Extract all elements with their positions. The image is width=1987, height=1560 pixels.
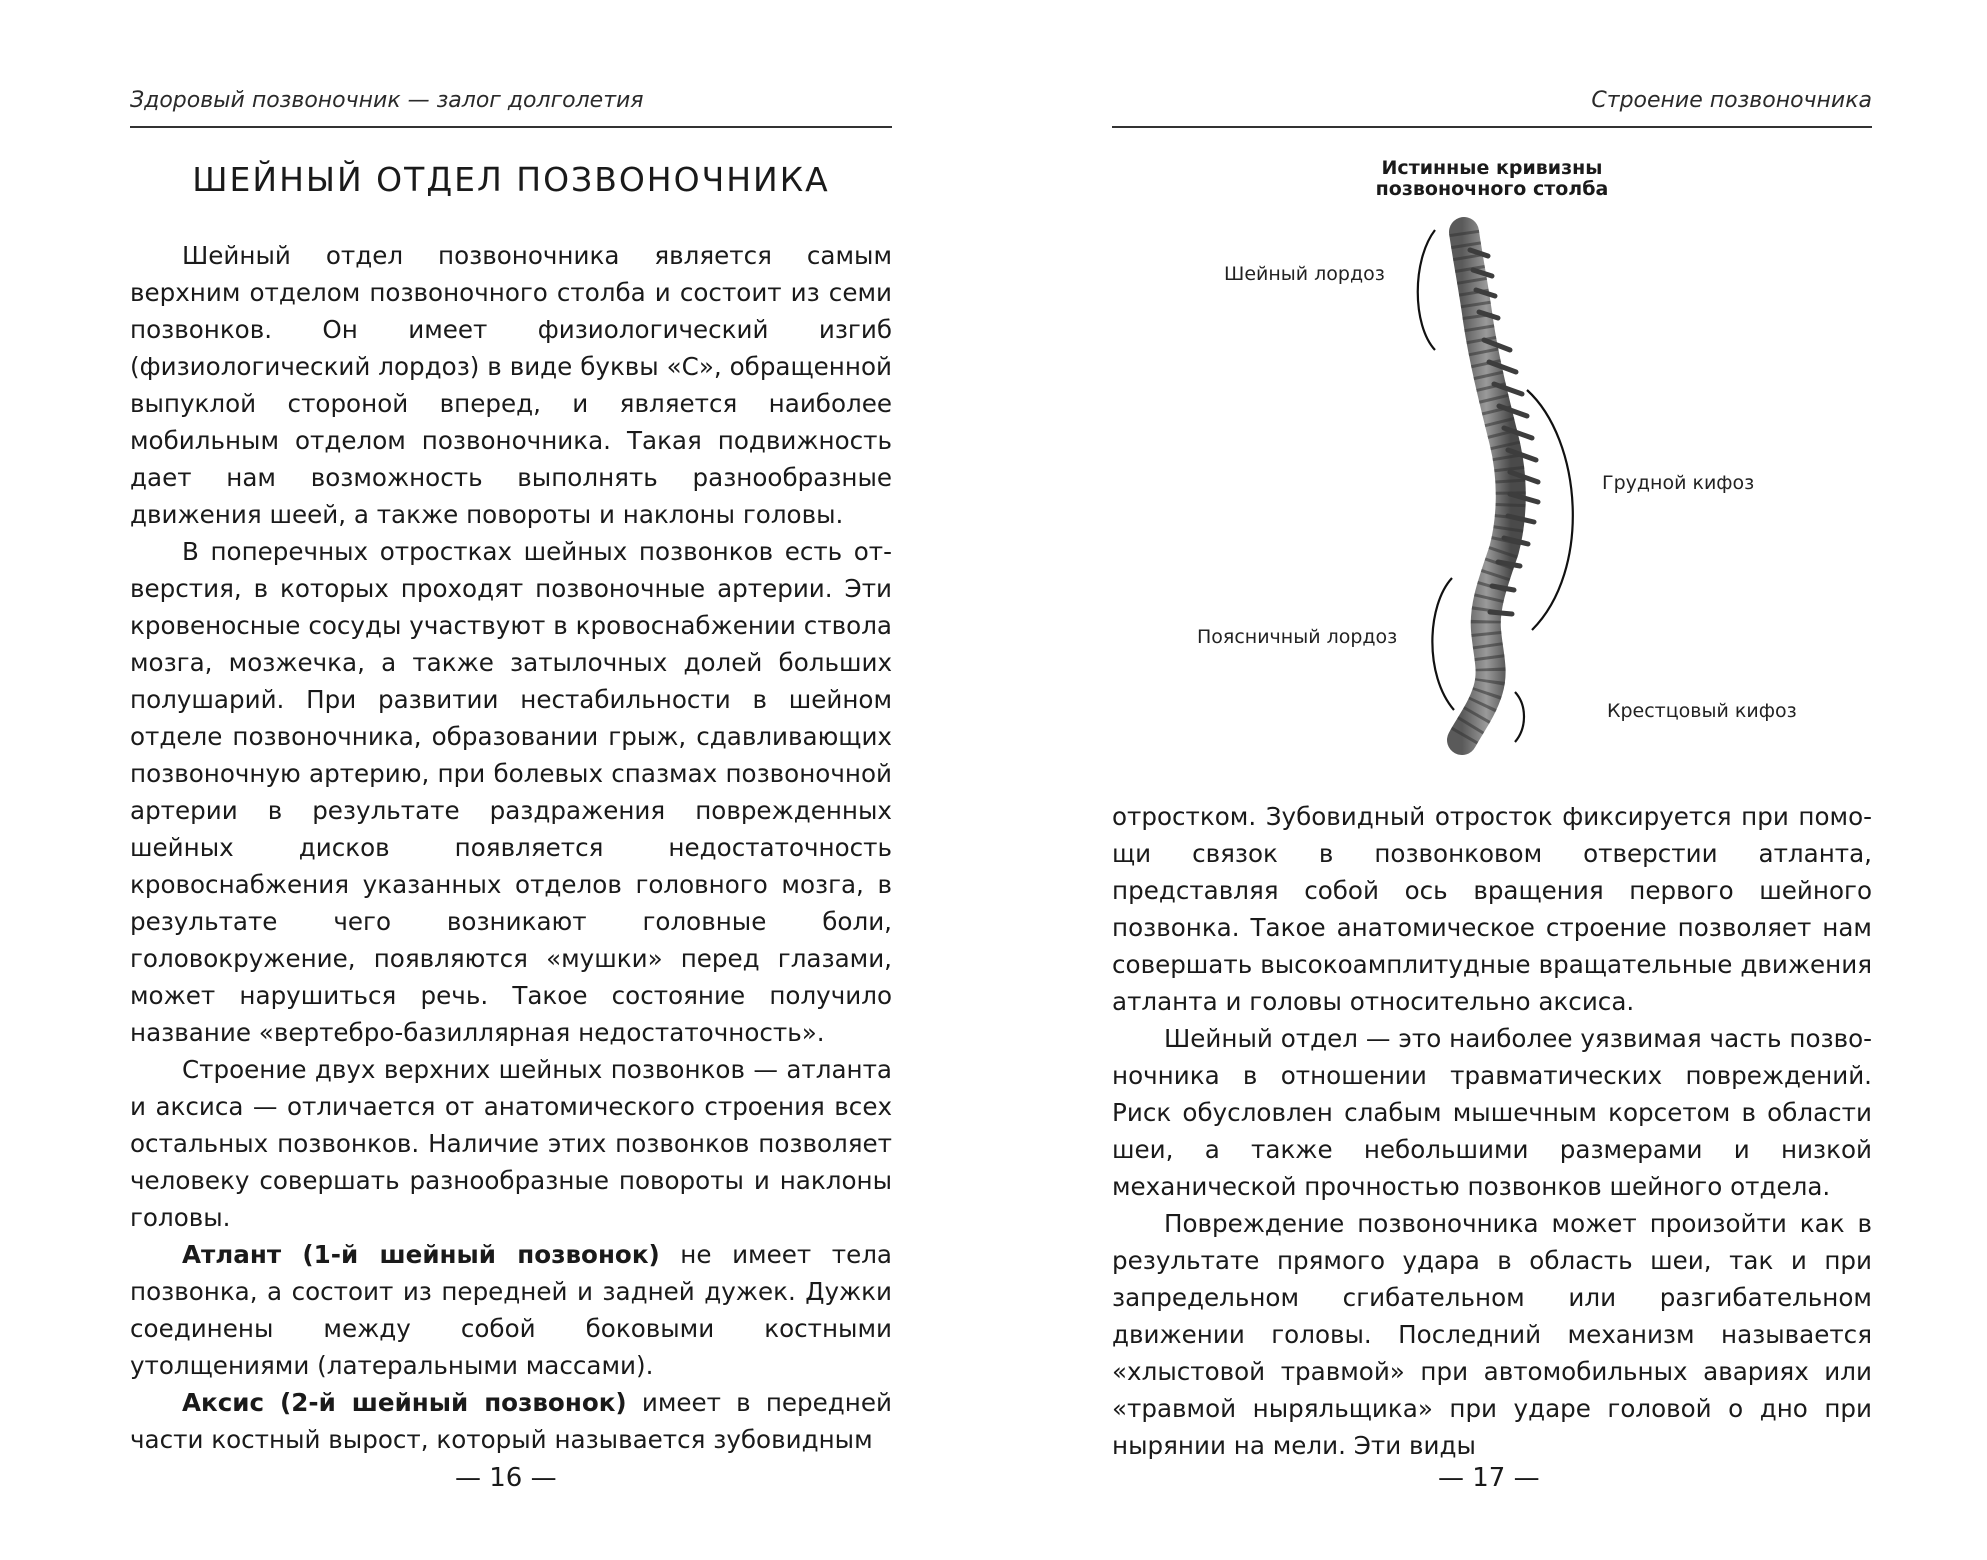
paragraph: В поперечных отростках шейных позвонков есть отверстия, в которых проходят позвоночные артерии. Эти кровеносные сосуды участвуют в кровоснабжении ствола мозга, мозжечка, а также затылочных долей больших полушарий. При развитии нестабильности в шейном отделе позвоночника, образовании грыж, сдавливающих позвоночную артерию, при болевых спазмах позвоночной артерии в результате раздражения поврежденных шейных дисков появляется недостаточность кровоснабжения указанных отделов головного мозга, в результате чего возникают головные боли, головокружение, появляются «мушки» перед глазами, может нарушиться речь. Такое состояние получило название «вертебро-базиллярная недостаточность». bbox=[130, 537, 892, 1047]
lumbar-bracket bbox=[1432, 578, 1454, 710]
section-title: ШЕЙНЫЙ ОТДЕЛ ПОЗВОНОЧНИКА bbox=[192, 160, 830, 199]
left-body-text bbox=[130, 237, 892, 1458]
spine-illustration bbox=[1112, 150, 1872, 770]
page-number-left: — 16 — bbox=[455, 1463, 557, 1493]
label-thoracic-kyphosis: Грудной кифоз bbox=[1602, 472, 1755, 494]
cervical-bracket bbox=[1418, 230, 1435, 350]
atlas-term: Атлант (1-й шейный позвонок) bbox=[182, 1240, 660, 1269]
left-page bbox=[0, 0, 960, 1560]
axis-term: Аксис (2-й шейный позвонок) bbox=[182, 1388, 627, 1417]
paragraph: Шейный отдел позвоночника является самым верхним отделом позвоночного столба и состоит из семи позвонков. Он имеет физиологический изгиб (физиологический лордоз) в виде буквы «С», обращенной выпуклой стороной вперед, и является наиболее мобильным отделом позвоночника. Такая подвижность дает нам возможность выполнять разнообразные движения шеей, а также повороты и наклоны головы. bbox=[130, 241, 892, 529]
sacral-bracket bbox=[1515, 692, 1524, 742]
right-body-text bbox=[1112, 798, 1872, 1464]
right-page bbox=[1000, 0, 1987, 1560]
axis-description: имеет в передней части костный вырост, который называется зубовидным bbox=[130, 1388, 892, 1454]
page-number-right: — 17 — bbox=[1438, 1463, 1540, 1493]
paragraph: отростком. Зубовидный отросток фиксируется при помощи связок в позвонковом отверстии атланта, представляя собой ось вращения первого шейного позвонка. Такое анатомическое строение позволяет нам совершать высокоамплитудные вращательные движения атланта и головы относительно аксиса. bbox=[1112, 802, 1872, 1016]
paragraph-axis bbox=[130, 1384, 892, 1458]
running-head-left: Здоровый позвоночник — залог долголетия bbox=[130, 88, 644, 113]
spine-column bbox=[1462, 232, 1511, 740]
label-lumbar-lordosis: Поясничный лордоз bbox=[1197, 626, 1398, 648]
header-rule-right bbox=[1112, 126, 1872, 128]
figure-title-line-1: Истинные кривизны bbox=[1381, 157, 1603, 179]
spine-curvature-figure bbox=[1112, 150, 1872, 770]
thoracic-bracket bbox=[1527, 390, 1573, 630]
atlas-description: не имеет тела позвонка, а состоит из передней и задней дужек. Дужки соединены между собой боковыми костными утолщениями (латеральными массами). bbox=[130, 1240, 892, 1380]
paragraph: Строение двух верхних шейных позвонков — атланта и аксиса — отличается от анатомического строения всех остальных позвонков. Наличие этих позвонков позволяет человеку совершать разнообразные повороты и наклоны головы. bbox=[130, 1055, 892, 1232]
running-head-right: Строение позвоночника bbox=[1591, 88, 1872, 113]
paragraph-atlas bbox=[130, 1236, 892, 1384]
figure-title-line-2: позвоночного столба bbox=[1375, 178, 1609, 200]
paragraph: Повреждение позвоночника может произойти как в результате прямого удара в область шеи, так и при запредельном сгибательном или разгибательном движении головы. Последний механизм называется «хлыстовой травмой» при автомобильных авариях или «травмой ныряльщика» при ударе головой о дно при нырянии на мели. Эти виды bbox=[1112, 1209, 1872, 1460]
label-sacral-kyphosis: Крестцовый кифоз bbox=[1607, 700, 1797, 722]
paragraph: Шейный отдел — это наиболее уязвимая часть позвоночника в отношении травматических повреждений. Риск обусловлен слабым мышечным корсетом в области шеи, а также небольшими размерами и низкой механической прочностью позвонков шейного отдела. bbox=[1112, 1024, 1872, 1201]
header-rule-left bbox=[130, 126, 892, 128]
label-cervical-lordosis: Шейный лордоз bbox=[1224, 263, 1385, 285]
